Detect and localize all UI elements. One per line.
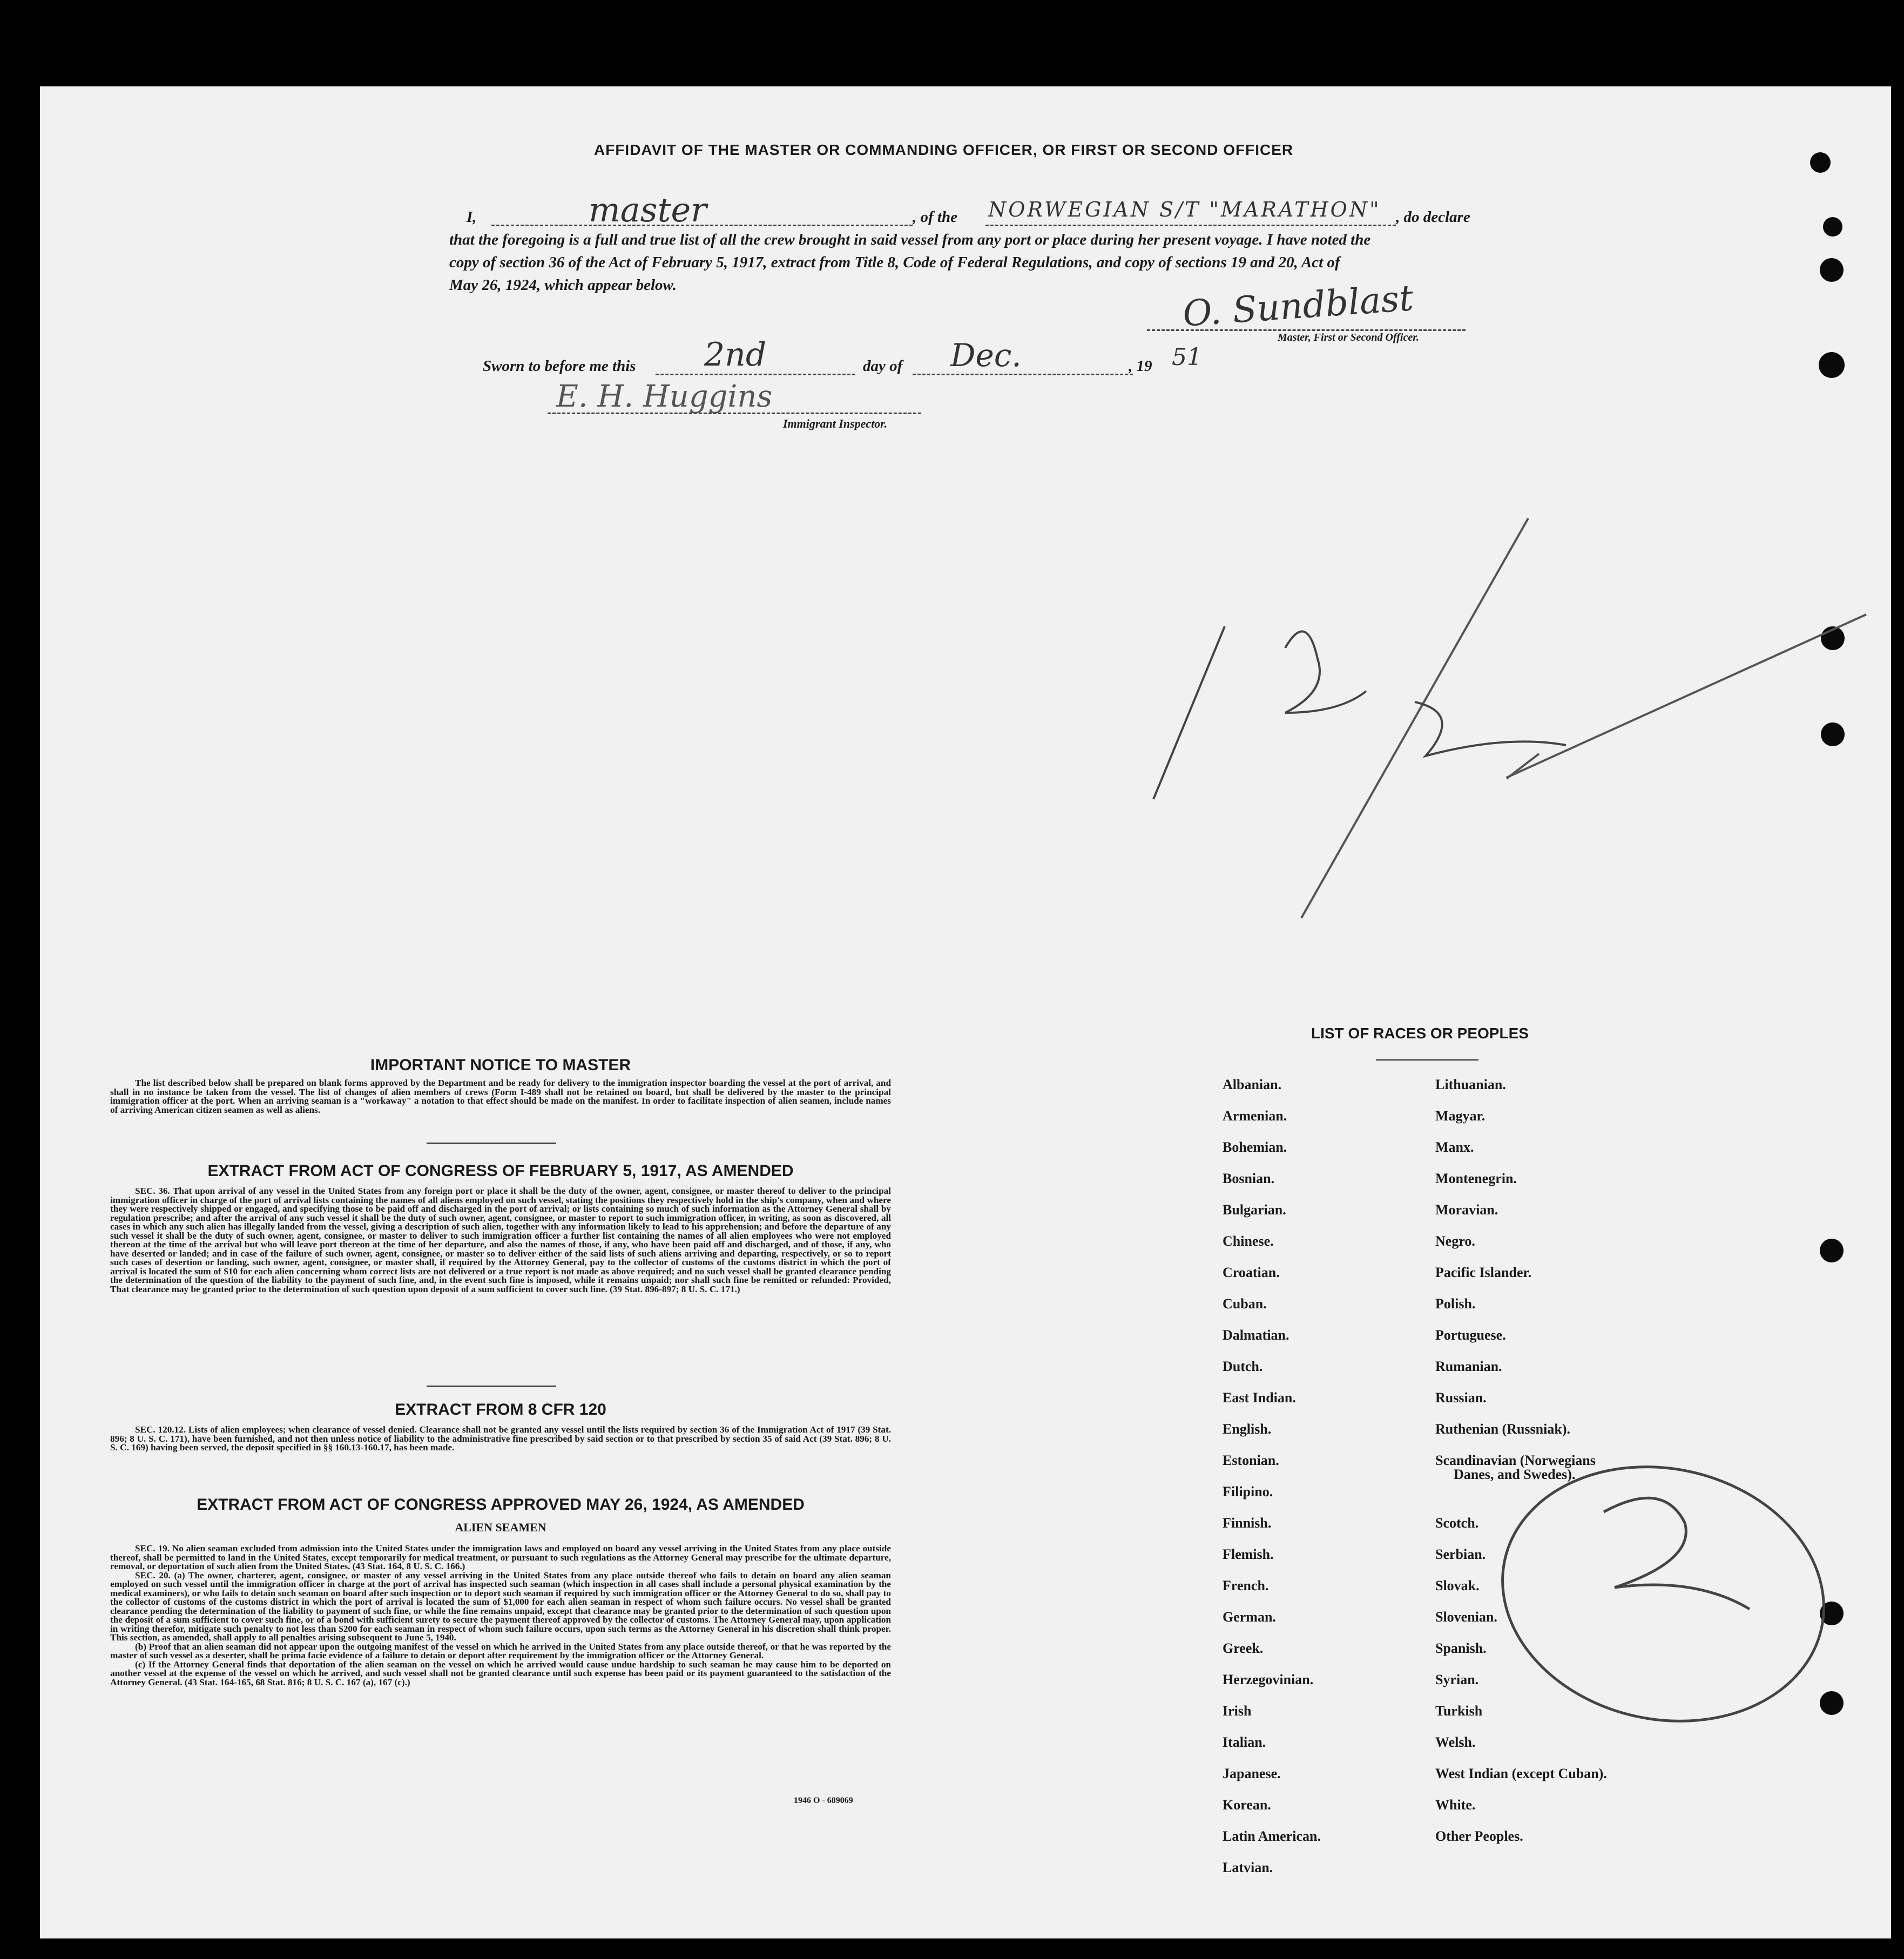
race-item: French. <box>1223 1578 1269 1593</box>
race-item: Scotch. <box>1435 1515 1479 1531</box>
race-item: Italian. <box>1223 1734 1266 1750</box>
race-item: Other Peoples. <box>1435 1828 1523 1844</box>
race-item: Montenegrin. <box>1435 1171 1517 1186</box>
race-item: Scandinavian (Norwegians <box>1435 1453 1596 1468</box>
race-item: Moravian. <box>1435 1202 1498 1218</box>
pencil-stroke-four <box>1415 702 1566 756</box>
extract8cfr-title: EXTRACT FROM 8 CFR 120 <box>395 1401 606 1418</box>
race-item: Bulgarian. <box>1223 1202 1286 1218</box>
race-item: Chinese. <box>1223 1233 1274 1249</box>
race-item: Russian. <box>1435 1390 1487 1406</box>
master-signature: O. Sundblast <box>1181 277 1415 335</box>
extract1924-text <box>110 1544 891 1687</box>
race-item: Slovak. <box>1435 1578 1480 1593</box>
race-item: Polish. <box>1435 1296 1476 1312</box>
sec20c-paragraph: (c) If the Attorney General finds that deportation of the alien seaman on the vessel on which he arrived would cause undue hardship to such seaman he may cause him to be deported on another vessel at the expense of the vessel on which he arrived, and such vessel shall not be granted clearance until such expense has been paid or its payment guaranteed to the satisfaction of the Attorney General. (43 Stat. 164-165, 68 Stat. 816; 8 U. S. C. 167 (a), 167 (c).) <box>110 1659 891 1687</box>
pencil-stroke-one <box>1153 626 1225 799</box>
race-item: Latin American. <box>1223 1828 1321 1844</box>
race-item: Magyar. <box>1435 1108 1486 1124</box>
race-item: Croatian. <box>1223 1265 1280 1280</box>
signature-caption: Master, First or Second Officer. <box>1278 332 1419 343</box>
sworn-day-handwritten: 2nd <box>704 336 767 374</box>
sworn-prefix: Sworn to before me this <box>483 357 636 375</box>
sworn-day-of: day of <box>863 357 903 375</box>
race-item: German. <box>1223 1609 1276 1625</box>
sec20b-paragraph: (b) Proof that an alien seaman did not appear upon the outgoing manifest of the vessel on which he arrived in the United States from any place outside thereof, or that he was reported by the master of such vessel as a deserter, shall be prima facie evidence of a failure to detain or deport after requirement by the immigration officer or the Attorney General. <box>110 1641 891 1660</box>
race-item: Bosnian. <box>1223 1171 1275 1186</box>
race-item: Japanese. <box>1223 1766 1281 1781</box>
sec20a-paragraph: SEC. 20. (a) The owner, charterer, agent, consignee, or master of any vessel arriving in the United States from any place outside thereof who fails to detain on board any alien seaman employed on such vessel until the immigration officer in charge at the port of arrival has inspected such seaman (which inspection in all cases shall include a personal physical examination by the medical examiners), or who fails to detain such seaman on board after such inspection or to deport such seaman if required by such immigration officer or the Attorney General to do so, shall pay to the collector of customs of the customs district in which the port of arrival is located the sum of $1,000 for each alien seaman in respect of whom such failure occurs. No vessel shall be granted clearance pending the determination of the liability to payment of such fine, or while the fine remains unpaid, except that clearance may be granted prior to the determination of such question upon the deposit of a sum sufficient to cover such fine, or of a bond with sufficient surety to secure the payment thereof approved by the collector of customs. The Attorney General may, upon application in writing therefor, mitigate such penalty to not less than $200 for each seaman in respect of whom such failure occurs, upon such terms as the Attorney General in his discretion shall think proper. This section, as amended, shall apply to all penalties arising subsequent to June 5, 1940. <box>110 1570 891 1643</box>
pencil-circled-two <box>1604 1498 1750 1609</box>
race-item: Cuban. <box>1223 1296 1267 1312</box>
race-item: Serbian. <box>1435 1546 1486 1562</box>
race-item: Korean. <box>1223 1797 1271 1813</box>
race-item: Welsh. <box>1435 1734 1476 1750</box>
race-item: West Indian (except Cuban). <box>1435 1766 1607 1781</box>
sworn-month-handwritten: Dec. <box>950 337 1022 374</box>
race-item: Negro. <box>1435 1233 1475 1249</box>
section-divider <box>427 1143 556 1144</box>
extract8cfr-text: SEC. 120.12. Lists of alien employees; when clearance of vessel denied. Clearance shall not be granted any vessel until the lists required by section 36 of the Immigration Act of 1917 (39 Stat. 896; 8 U. S. C. 171), have been furnished, and not then unless notice of liability to the administrative fine prescribed by said section or to that prescribed by section 35 of said Act (39 Stat. 896; 8 U. S. C. 169) having been served, the deposit specified in §§ 160.13-160.17, has been made. <box>110 1424 891 1453</box>
race-item: Dutch. <box>1223 1359 1263 1374</box>
race-item: Ruthenian (Russniak). <box>1435 1421 1570 1437</box>
vessel-name-handwritten: NORWEGIAN S/T "MARATHON" <box>988 198 1381 221</box>
race-item: Syrian. <box>1435 1672 1479 1687</box>
race-item: English. <box>1223 1421 1272 1437</box>
race-item: Pacific Islander. <box>1435 1265 1532 1280</box>
affidavit-line3: copy of section 36 of the Act of February 5, 1917, extract from Title 8, Code of Federal Regulations, and copy of sections 19 and 20, Act of <box>449 254 1340 271</box>
inspector-signature: E. H. Huggins <box>556 379 773 414</box>
section-divider <box>427 1386 556 1387</box>
race-item: Latvian. <box>1223 1860 1273 1875</box>
race-item: Estonian. <box>1223 1453 1279 1468</box>
race-item: Portuguese. <box>1435 1327 1506 1343</box>
notice-text: The list described below shall be prepared on blank forms approved by the Department and be ready for delivery to the immigration inspector boarding the vessel at the port of arrival, and shall in no instance be taken from the vessel. The list of changes of alien members of crews (Form I-489 shall not be retained on board, but shall be delivered by the master to the principal immigration officer at the port. When an arriving seaman is a "workaway" a notation to that effect should be made on the manifest. In order to facilitate inspection of alien seamen, include names of arriving American citizen seamen as well as aliens. <box>110 1078 891 1115</box>
notice-title: IMPORTANT NOTICE TO MASTER <box>370 1056 631 1074</box>
affidavit-title: AFFIDAVIT OF THE MASTER OR COMMANDING OFFICER, OR FIRST OR SECOND OFFICER <box>594 141 1294 158</box>
race-item: Albanian. <box>1223 1077 1282 1092</box>
master-name-handwritten: master <box>589 190 707 229</box>
race-item: Filipino. <box>1223 1484 1273 1499</box>
race-item: Danes, and Swedes). <box>1454 1467 1576 1482</box>
race-item: Lithuanian. <box>1435 1077 1506 1092</box>
race-item: Armenian. <box>1223 1108 1287 1124</box>
pencil-long-stroke <box>1507 614 1866 778</box>
races-title: LIST OF RACES OR PEOPLES <box>1311 1025 1529 1042</box>
pencil-circle <box>1478 1438 1847 1751</box>
race-item: Flemish. <box>1223 1546 1274 1562</box>
inspector-caption: Immigrant Inspector. <box>783 417 888 430</box>
extract1917-title: EXTRACT FROM ACT OF CONGRESS OF FEBRUARY 5, 1917, AS AMENDED <box>207 1162 794 1180</box>
extract1917-text: SEC. 36. That upon arrival of any vessel in the United States from any foreign port or place it shall be the duty of the owner, agent, consignee, or master thereof to deliver to the principal immigration officer in charge of the port of arrival lists containing the names of all aliens employed on such vessel, stating the positions they respectively hold in the ship's company, when and where they were respectively shipped or engaged, and specifying those to be paid off and discharged in the port of arrival; or lists containing so much of such information as the Attorney General shall by regulation prescribe; and after the arrival of any such vessel it shall be the duty of such owner, agent, consignee, or master to report to such immigration officer, in writing, as soon as discovered, all cases in which any such alien has illegally landed from the vessel, giving a description of such alien, together with any information likely to lead to his apprehension; and before the departure of any such vessel it shall be the duty of such owner, agent, consignee, or master to deliver to such immigration officer a further list containing the names of all alien employees who were not employed thereon at the time of the arrival but who will leave port thereon at the time of her departure, and also the names of those, if any, who have been paid off and discharged, and of those, if any, who have deserted or landed; and in case of the failure of such owner, agent, consignee, or master so to deliver either of the said lists of such aliens arriving and departing, respectively, or so to report such cases of desertion or landing, such owner, agent, consignee, or master shall, if required by the Attorney General, pay to the collector of customs of the customs district in which the port of arrival is located the sum of $10 for each alien concerning whom correct lists are not delivered or a true report is not made as above required; and no such vessel shall be granted clearance pending the determination of the question of the liability to the payment of such fine, and, in the event such fine is imposed, while it remains unpaid; nor shall such fine be remitted or refunded: Provided, That clearance may be granted prior to the determination of such question upon deposit of a sum sufficient to cover such fine. (39 Stat. 896-897; 8 U. S. C. 171.) <box>110 1186 891 1294</box>
race-item: White. <box>1435 1797 1476 1813</box>
race-item: Finnish. <box>1223 1515 1272 1531</box>
sworn-year-handwritten: 51 <box>1172 343 1202 371</box>
affidavit-line1-suffix: , do declare <box>1396 208 1470 226</box>
sworn-year-prefix: , 19 <box>1129 357 1152 375</box>
race-item: Herzegovinian. <box>1223 1672 1314 1687</box>
race-item: Bohemian. <box>1223 1139 1287 1155</box>
race-item: Irish <box>1223 1703 1252 1719</box>
pencil-slash <box>1301 518 1528 918</box>
print-code: 1946 O - 689069 <box>794 1796 853 1805</box>
race-item: Slovenian. <box>1435 1609 1497 1625</box>
race-item: Manx. <box>1435 1139 1474 1155</box>
affidavit-line1-of: , of the <box>913 208 957 226</box>
affidavit-line1-prefix: I, <box>467 208 477 226</box>
race-item: Turkish <box>1435 1703 1483 1719</box>
race-item: Spanish. <box>1435 1640 1487 1656</box>
race-item: Dalmatian. <box>1223 1327 1289 1343</box>
extract1924-subtitle: ALIEN SEAMEN <box>455 1521 546 1534</box>
sec19-paragraph: SEC. 19. No alien seaman excluded from admission into the United States under the immigration laws and employed on board any vessel arriving in the United States from any place outside thereof, shall be permitted to land in the United States, except temporarily for medical treatment, or pursuant to such regulations as the Attorney General may prescribe for the ultimate departure, removal, or deportation of such alien from the United States. (43 Stat. 164, 8 U. S. C. 166.) <box>110 1543 891 1571</box>
pencil-stroke-two <box>1285 631 1366 713</box>
race-item: Greek. <box>1223 1640 1264 1656</box>
race-item: Rumanian. <box>1435 1359 1502 1374</box>
affidavit-line4: May 26, 1924, which appear below. <box>449 276 677 294</box>
races-title-rule <box>1376 1059 1478 1060</box>
race-item: East Indian. <box>1223 1390 1296 1406</box>
extract1924-title: EXTRACT FROM ACT OF CONGRESS APPROVED MAY 26, 1924, AS AMENDED <box>197 1496 805 1514</box>
affidavit-line2: that the foregoing is a full and true list of all the crew brought in said vessel from any port or place during her present voyage. I have noted the <box>449 231 1371 248</box>
